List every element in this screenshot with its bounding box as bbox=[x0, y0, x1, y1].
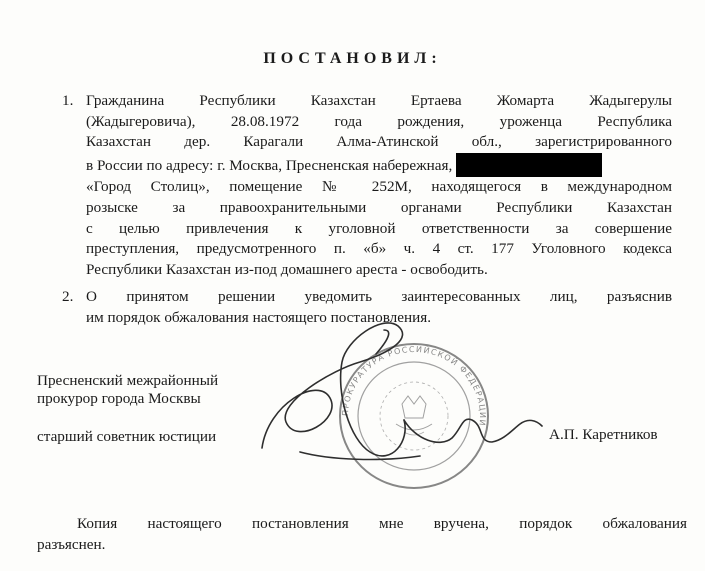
text-line: Гражданина Республики Казахстан Ертаева Жомарта Жадыгерулы bbox=[86, 92, 672, 109]
document-heading: ПОСТАНОВИЛ: bbox=[263, 50, 442, 67]
prosecutor-name: А.П. Каретников bbox=[549, 426, 658, 443]
text-line: в России по адресу: г. Москва, Пресненская набережная, bbox=[86, 157, 453, 175]
text-line: с целью привлечения к уголовной ответственности за совершение bbox=[86, 219, 672, 237]
item-number: 1. bbox=[62, 92, 74, 109]
text-line: «Город Столиц», помещение № 252М, находящегося в международном bbox=[86, 178, 672, 196]
text-line: Казахстан дер. Карагали Алма-Атинской обл., зарегистрированного bbox=[86, 133, 672, 151]
text-line: Республики Казахстан из-под домашнего ареста - освободить. bbox=[86, 260, 488, 278]
text-line: (Жадыгеровича), 28.08.1972 года рождения, уроженца Республика bbox=[86, 112, 672, 130]
text-line: им порядок обжалования настоящего постановления. bbox=[86, 308, 432, 326]
prosecutor-rank: старший советник юстиции bbox=[37, 428, 217, 445]
official-seal bbox=[340, 344, 488, 488]
item-number: 2. bbox=[62, 288, 74, 305]
seal-lettering: ПРОКУРАТУРА РОССИЙСКОЙ ФЕДЕРАЦИИ bbox=[340, 344, 488, 428]
copy-acknowledgement bbox=[37, 513, 687, 555]
text-line: разъяснен. bbox=[37, 536, 106, 553]
text-line: Копия настоящего постановления мне вручена, порядок обжалования bbox=[77, 515, 687, 532]
prosecutor-office-line-2: прокурор города Москвы bbox=[37, 390, 201, 407]
text-line: преступления, предусмотренного п. «б» ч. 4 ст. 177 Уголовного кодекса bbox=[86, 240, 672, 258]
text-line: О принятом решении уведомить заинтересованных лиц, разъяснив bbox=[86, 288, 672, 305]
handwritten-signature bbox=[262, 323, 542, 460]
text-line: розыске за правоохранительными органами Республики Казахстан bbox=[86, 198, 672, 216]
prosecutor-office-line-1: Пресненский межрайонный bbox=[37, 372, 219, 389]
